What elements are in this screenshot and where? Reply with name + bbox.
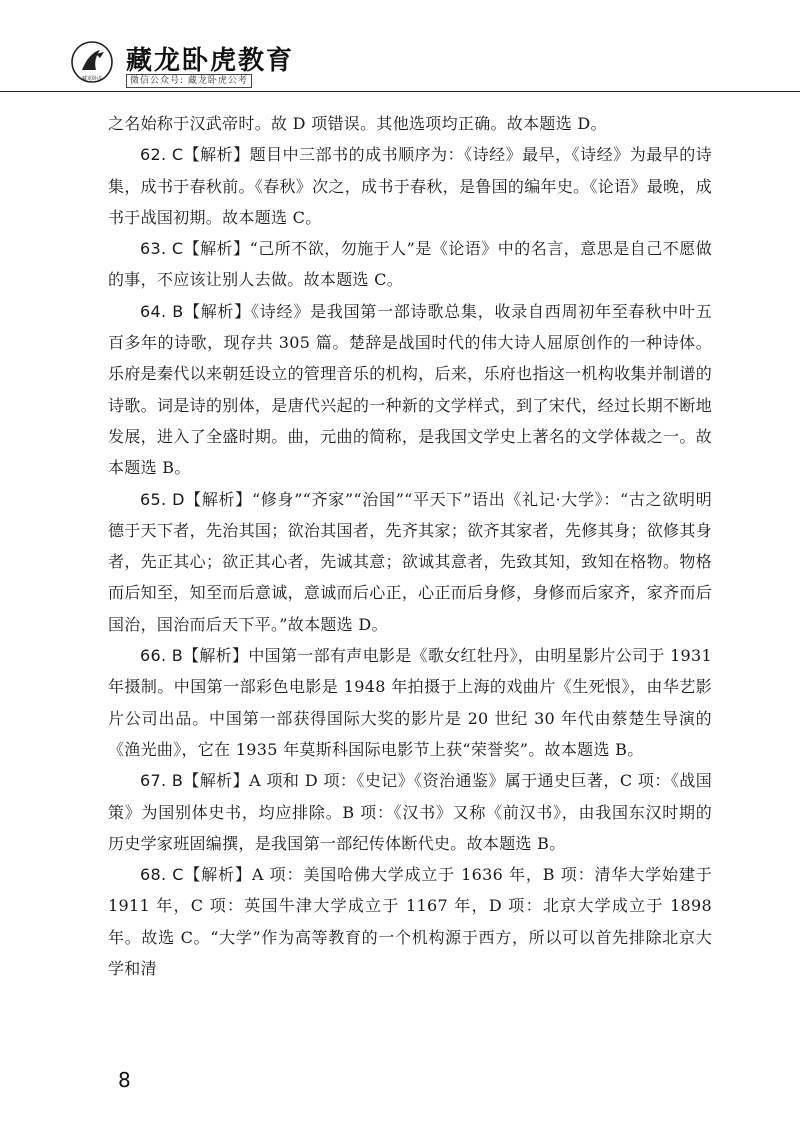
brand-logo-icon: [70, 40, 114, 84]
logo-caption: 藏龙卧虎: [81, 76, 103, 82]
answer-label: 65. D【解析】: [140, 489, 252, 509]
paragraph-text: “己所不欲，勿施于人”是《论语》中的名言，意思是自己不愿做的事，不应该让别人去做。故本题选 C。: [108, 239, 713, 290]
explanation-63: [108, 233, 712, 296]
answer-label: 66. B【解析】: [140, 646, 249, 666]
paragraph-text: 中国第一部有声电影是《歌女红牡丹》，由明星影片公司于 1931 年摄制。中国第一部彩色电影是 1948 年拍摄于上海的戏曲片《生死恨》，由华艺影片公司出品。中国第一部获得国际大奖的影片是 20 世纪 30 年代由蔡楚生导演的《渔光曲》，它在 1935 年莫斯科国际电影节上获“荣誉奖”。故本题选 B。: [108, 646, 712, 759]
paragraph-text: “修身”“齐家”“治国”“平天下”语出《礼记·大学》：“古之欲明明德于天下者，先治其国；欲治其国者，先齐其家；欲齐其家者，先修其身；欲修其身者，先正其心；欲正其心者，先诚其意；欲诚其意者，先致其知，致知在格物。物格而后知至，知至而后意诚，意诚而后心正，心正而后身修，身修而后家齐，家齐而后国治，国治而后天下平。”故本题选 D。: [108, 489, 712, 634]
page-header: [0, 0, 800, 92]
header-divider: [0, 91, 800, 92]
paragraph-text: 之名始称于汉武帝时。故 D 项错误。其他选项均正确。故本题选 D。: [108, 114, 607, 133]
explanation-66: [108, 640, 712, 765]
explanation-68: [108, 859, 712, 984]
answer-label: 63. C【解析】: [140, 239, 250, 259]
explanation-64: [108, 296, 712, 484]
answer-label: 64. B【解析】: [140, 301, 252, 321]
answer-explanations: [108, 108, 712, 984]
continued-paragraph: [108, 108, 712, 139]
paragraph-text: 《诗经》是我国第一部诗歌总集，收录自西周初年至春秋中叶五百多年的诗歌，现存共 305 篇。楚辞是战国时代的伟大诗人屈原创作的一种诗体。乐府是秦代以来朝廷设立的管理音乐的机构，后来，乐府也指这一机构收集并制谱的诗歌。词是诗的别体，是唐代兴起的一种新的文学样式，到了宋代，经过长期不断地发展，进入了全盛时期。曲，元曲的简称，是我国文学史上著名的文学体裁之一。故本题选 B。: [108, 301, 712, 478]
paragraph-text: A 项：美国哈佛大学成立于 1636 年，B 项：清华大学始建于 1911 年，C 项：英国牛津大学成立于 1167 年，D 项：北京大学成立于 1898 年。故选 C。“大学”作为高等教育的一个机构源于西方，所以可以首先排除北京大学和清: [108, 865, 712, 979]
answer-label: 68. C【解析】: [140, 865, 252, 885]
explanation-62: [108, 139, 712, 233]
explanation-65: [108, 484, 712, 640]
answer-label: 67. B【解析】: [140, 771, 250, 791]
explanation-67: [108, 765, 712, 859]
answer-label: 62. C【解析】: [140, 145, 250, 165]
brand-tagline: 微信公众号: 藏龙卧虎公考: [126, 74, 252, 88]
paragraph-text: A 项和 D 项：《史记》《资治通鉴》属于通史巨著，C 项：《战国策》为国别体史书，均应排除。B 项：《汉书》又称《前汉书》，由我国东汉时期的历史学家班固编撰，是我国第一部纪传体断代史。故本题选 B。: [108, 771, 712, 853]
brand-name: 藏龙卧虎教育: [126, 46, 295, 76]
page-number: 8: [118, 1068, 131, 1092]
paragraph-text: 题目中三部书的成书顺序为：《诗经》最早，《诗经》为最早的诗集，成书于春秋前。《春秋》次之，成书于春秋，是鲁国的编年史。《论语》最晚，成书于战国初期。故本题选 C。: [108, 145, 713, 227]
